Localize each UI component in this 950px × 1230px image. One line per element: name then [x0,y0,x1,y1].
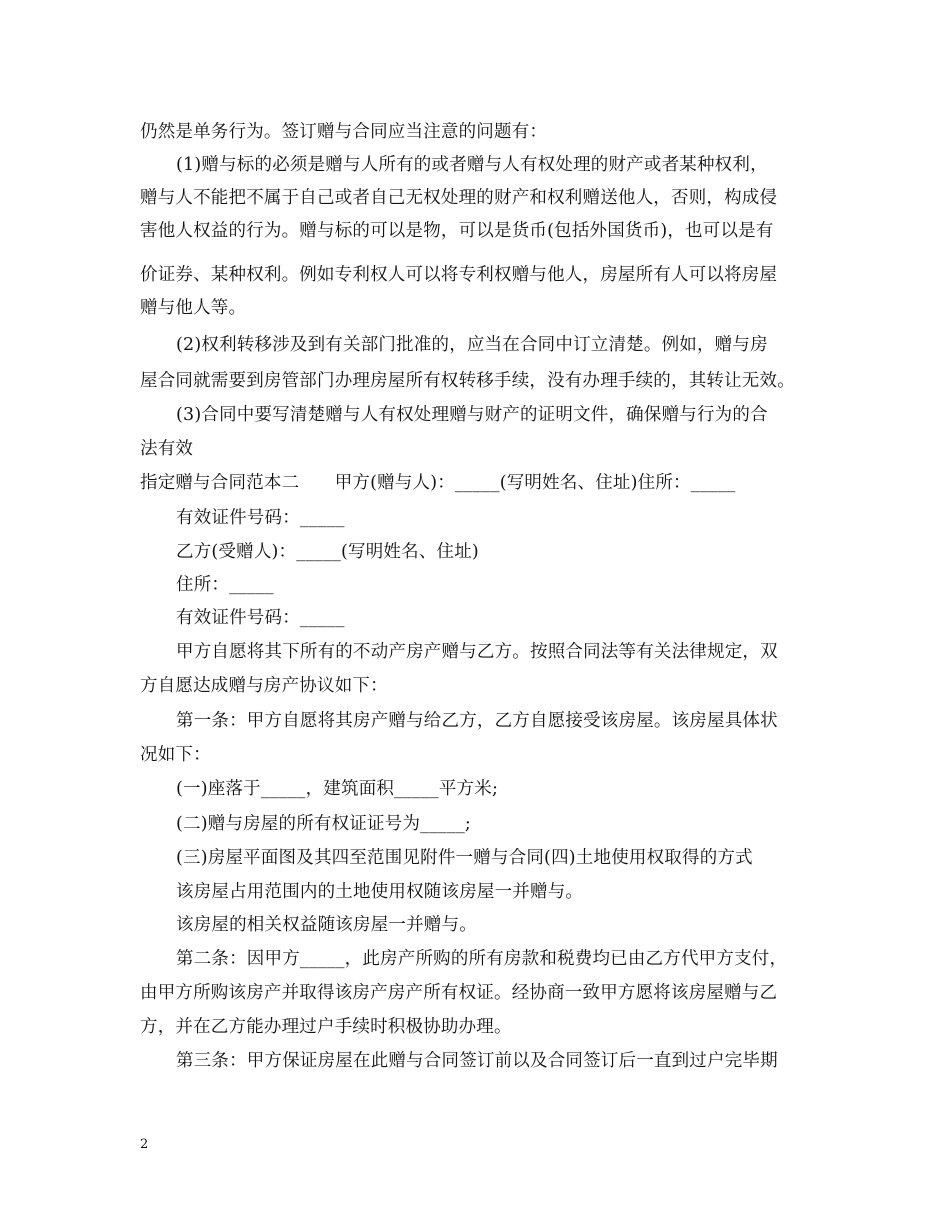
text-line: (1)赠与标的必须是赠与人所有的或者赠与人有权处理的财产或者某种权利， [176,155,768,175]
text-line: 有效证件号码：_____ [176,608,345,628]
text-line: (三)房屋平面图及其四至范围见附件一赠与合同(四)土地使用权取得的方式 [176,848,753,868]
text-line: 况如下： [140,745,211,765]
text-line: 该房屋的相关权益随该房屋一并赠与。 [176,915,477,935]
text-line: (2)权利转移涉及到有关部门批准的，应当在合同中订立清楚。例如，赠与房 [176,335,768,355]
text-line: 该房屋占用范围内的土地使用权随该房屋一并赠与。 [176,882,584,902]
text-line: (3)合同中要写清楚赠与人有权处理赠与财产的证明文件，确保赠与行为的合 [176,405,768,425]
text-line: 赠与他人等。 [140,298,247,318]
text-line: 屋合同就需要到房管部门办理房屋所有权转移手续，没有办理手续的，其转让无效。 [140,371,795,391]
text-line: 第一条：甲方自愿将其房产赠与给乙方，乙方自愿接受该房屋。该房屋具体状 [176,711,778,731]
text-line: 有效证件号码：_____ [176,508,345,528]
text-line: 第二条：因甲方_____，此房产所购的所有房款和税费均已由乙方代甲方支付， [176,949,788,969]
text-line: 价证券、某种权利。例如专利权人可以将专利权赠与他人，房屋所有人可以将房屋 [140,265,778,285]
text-line: (二)赠与房屋的所有权证证号为_____; [176,814,471,834]
text-line: 方自愿达成赠与房产协议如下： [140,676,388,696]
text-line: 乙方(受赠人)：_____(写明姓名、住址) [176,542,479,562]
text-line: 由甲方所购该房产并取得该房产房产所有权证。经协商一致甲方愿将该房屋赠与乙 [140,983,778,1003]
text-line: 赠与人不能把不属于自己或者自己无权处理的财产和权利赠送他人，否则，构成侵 [140,188,778,208]
text-line: 第三条：甲方保证房屋在此赠与合同签订前以及合同签订后一直到过户完毕期 [176,1051,778,1071]
text-line: 方，并在乙方能办理过户手续时积极协助办理。 [140,1017,512,1037]
text-line: 指定赠与合同范本二 甲方(赠与人)：_____(写明姓名、住址)住所：_____ [140,473,736,493]
text-line: 住所：_____ [176,575,274,595]
page-number: 2 [140,1137,149,1152]
text-line: 害他人权益的行为。赠与标的可以是物，可以是货币(包括外国货币)，也可以是有 [140,221,774,241]
text-line: (一)座落于_____，建筑面积_____平方米; [176,779,499,799]
text-line: 仍然是单务行为。签订赠与合同应当注意的问题有： [140,122,548,142]
text-line: 甲方自愿将其下所有的不动产房产赠与乙方。按照合同法等有关法律规定，双 [176,642,778,662]
text-line: 法有效 [140,439,194,459]
